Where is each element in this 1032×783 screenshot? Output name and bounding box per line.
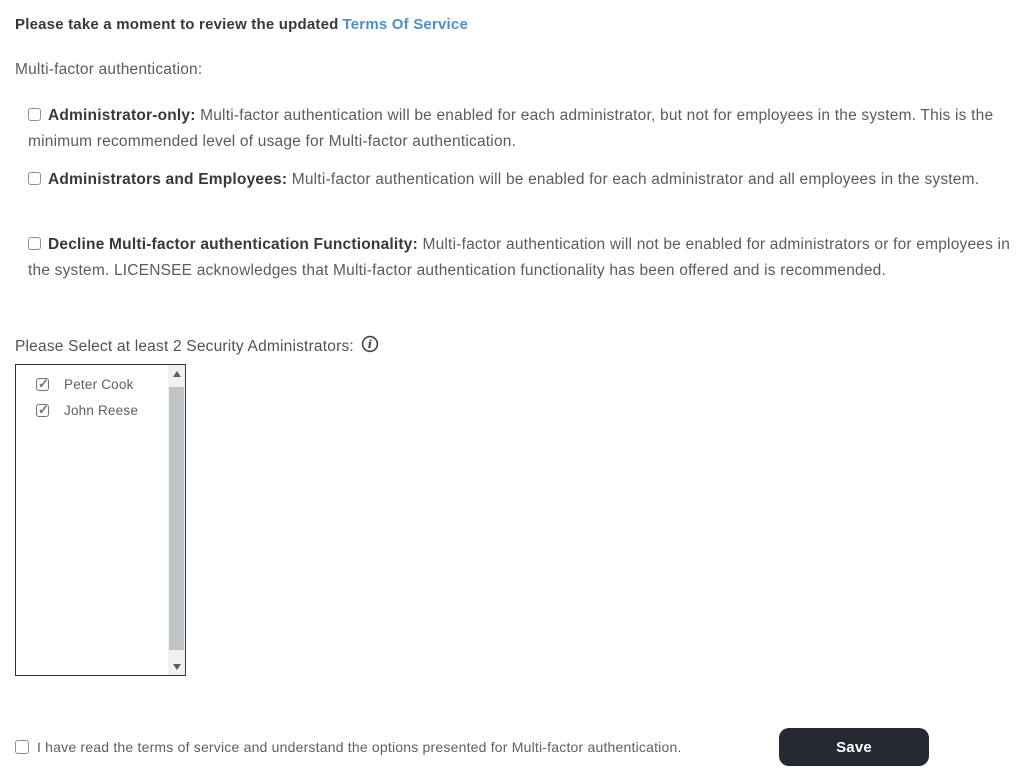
acknowledgement-label: I have read the terms of service and understand the options presented for Multi-factor authentication. [37, 739, 682, 755]
info-icon[interactable] [361, 335, 379, 358]
mfa-option-admins-and-employees [28, 167, 1013, 193]
member-name: John Reese [64, 402, 139, 418]
option-label: Administrator-only: [48, 107, 196, 124]
checkmark-icon: ✓ [38, 375, 50, 391]
list-item[interactable] [36, 371, 185, 397]
svg-text:i: i [367, 337, 373, 352]
mfa-option-decline [28, 232, 1013, 283]
security-admins-label-row [15, 335, 379, 358]
scroll-down-button[interactable] [168, 658, 185, 675]
arrow-down-icon [173, 664, 181, 670]
tos-banner [15, 16, 468, 33]
option-description: Multi-factor authentication will not be enabled for administrators or for employees in the system. LICENSEE acknowledges that Multi-factor authentication functionality has been offered and is recommended. [28, 236, 1011, 279]
acknowledgement-checkbox[interactable] [15, 740, 29, 754]
admin-only-checkbox[interactable] [28, 108, 41, 121]
member-checkbox[interactable] [36, 401, 50, 417]
listbox-items [16, 365, 185, 423]
listbox-scrollbar[interactable] [168, 365, 185, 675]
bottom-action-row [15, 728, 929, 766]
member-name: Peter Cook [64, 376, 134, 392]
security-admins-label: Please Select at least 2 Security Administrators: [15, 337, 354, 355]
tos-banner-text: Please take a moment to review the updated [15, 16, 339, 33]
mfa-section-label: Multi-factor authentication: [15, 61, 203, 78]
option-label: Administrators and Employees: [48, 171, 288, 188]
arrow-up-icon [173, 371, 181, 377]
admins-and-employees-checkbox[interactable] [28, 172, 41, 185]
acknowledgement-row [15, 739, 682, 755]
decline-mfa-checkbox[interactable] [28, 237, 41, 250]
scrollbar-track[interactable] [168, 382, 185, 658]
list-item[interactable] [36, 397, 185, 423]
scroll-up-button[interactable] [168, 365, 185, 382]
security-admins-listbox[interactable] [15, 364, 186, 676]
member-checkbox[interactable] [36, 375, 50, 391]
mfa-option-admin-only [28, 103, 1013, 154]
scrollbar-thumb[interactable] [169, 387, 184, 650]
checkmark-icon: ✓ [38, 401, 50, 417]
terms-of-service-link[interactable]: Terms Of Service [342, 16, 469, 33]
option-label: Decline Multi-factor authentication Functionality: [48, 236, 418, 253]
option-description: Multi-factor authentication will be enabled for each administrator and all employees in the system. [291, 171, 980, 188]
option-description: Multi-factor authentication will be enabled for each administrator, but not for employees in the system. This is the minimum recommended level of usage for Multi-factor authentication. [28, 107, 994, 150]
save-button[interactable]: Save [779, 728, 929, 766]
